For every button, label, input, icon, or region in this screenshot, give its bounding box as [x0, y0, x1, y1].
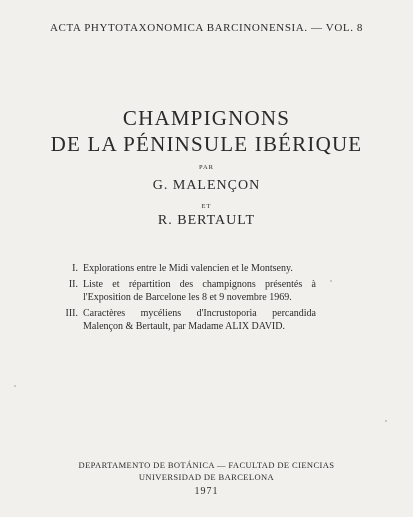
contents-item-number: III.	[65, 307, 78, 319]
paper-speck	[14, 385, 16, 387]
contents-item-number: II.	[68, 278, 78, 290]
contents-item-text: Liste et répartition des champignons présentés à l'Exposition de Barcelone les 8 et 9 novembre 1969.	[83, 278, 316, 303]
author-1: G. MALENÇON	[152, 178, 261, 193]
contents-item-text: Caractères mycéliens d'Incrustoporia percandida Malençon & Bertault, par Madame ALIX DAVID.	[83, 307, 316, 332]
title-line-1: CHAMPIGNONS	[122, 106, 291, 130]
contents-item-text: Explorations entre le Midi valencien et le Montseny.	[83, 263, 293, 274]
footer-year: 1971	[194, 486, 219, 497]
contents-item	[64, 262, 316, 276]
contents-item-number: I.	[72, 263, 78, 274]
contents-list	[64, 262, 316, 336]
footer-university: UNIVERSIDAD DE BARCELONA	[138, 472, 275, 482]
paper-speck	[385, 420, 387, 422]
et-label: ET	[201, 203, 212, 210]
contents-item	[64, 278, 316, 305]
contents-item	[64, 307, 316, 334]
author-2: R. BERTAULT	[157, 213, 256, 228]
footer-department: DEPARTAMENTO DE BOTÁNICA — FACULTAD DE CIENCIAS	[78, 460, 335, 470]
title-line-2: DE LA PÉNINSULE IBÉRIQUE	[50, 132, 363, 156]
series-header: ACTA PHYTOTAXONOMICA BARCINONENSIA. — VOL. 8	[50, 22, 363, 34]
par-label: PAR	[198, 164, 215, 171]
paper-speck	[330, 280, 332, 282]
